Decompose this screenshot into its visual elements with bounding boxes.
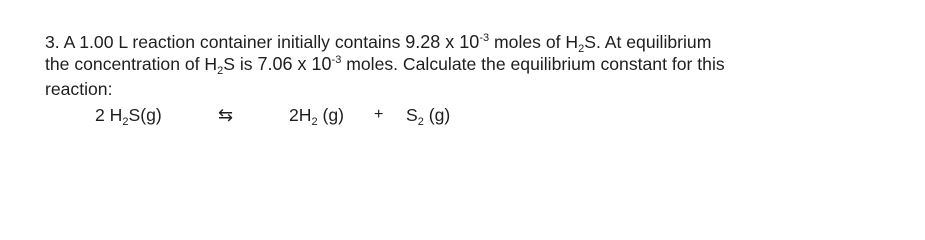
equilibrium-moles-value: 7.06 x 10 (257, 54, 332, 74)
equation-product-2 (406, 101, 450, 129)
reactant-subscript: 2 (122, 116, 129, 128)
initial-moles-exponent: -3 (479, 32, 490, 44)
product1-coefficient: 2H (289, 105, 312, 125)
initial-moles-value: 9.28 x 10 (405, 32, 480, 52)
equilibrium-arrow-icon: ⇆ (218, 105, 234, 125)
equation-reactant (95, 101, 162, 129)
line2-text-c: moles. Calculate the equilibrium constant for this (341, 54, 725, 74)
h2s-subscript: 2 (217, 65, 224, 77)
equation-product-1 (289, 101, 344, 129)
chemical-equation (0, 101, 925, 129)
problem-line-2 (45, 53, 725, 75)
line2-text-b: S is (223, 54, 258, 74)
product2-formula: S (406, 105, 418, 125)
h2s-subscript: 2 (578, 43, 585, 55)
product1-state: (g) (317, 105, 345, 125)
product1-subscript: 2 (311, 116, 318, 128)
line1-text-b: moles of H (489, 32, 579, 52)
equilibrium-moles-exponent: -3 (331, 54, 342, 66)
product2-subscript: 2 (417, 116, 424, 128)
problem-line-1 (45, 31, 711, 53)
line2-text-a: the concentration of H (45, 54, 218, 74)
line1-text-a: A 1.00 L reaction container initially contains (63, 32, 406, 52)
plus-sign: + (374, 106, 384, 123)
problem-line-3 (45, 78, 112, 100)
reactant-coefficient: 2 H (95, 105, 123, 125)
line1-text-c: S. At equilibrium (584, 32, 712, 52)
problem-number: 3. (45, 32, 60, 52)
product2-state: (g) (423, 105, 451, 125)
reactant-formula-rest: S(g) (128, 105, 162, 125)
line3-text: reaction: (45, 79, 113, 99)
